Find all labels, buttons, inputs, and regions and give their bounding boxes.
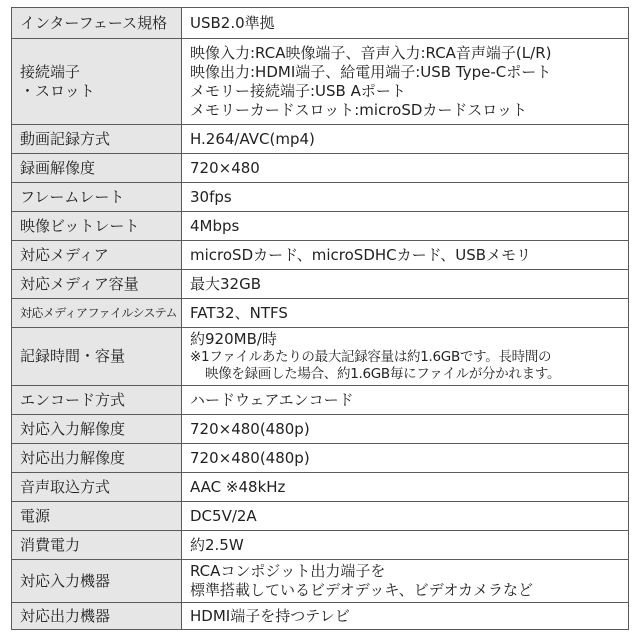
value-text: 4Mbps (190, 216, 240, 235)
value-text: 映像入力:RCA映像端子、音声入力:RCA音声端子(L/R) (190, 43, 552, 62)
value-text: 標準搭載しているビデオデッキ、ビデオカメラなど (190, 581, 534, 599)
label-text: フレームレート (20, 187, 125, 206)
row-label (12, 183, 182, 212)
row-label (12, 328, 182, 386)
table-row (12, 531, 629, 560)
table-row (12, 502, 629, 531)
row-value (182, 531, 629, 560)
table-row (12, 125, 629, 154)
label-text: 対応メディア (20, 245, 109, 264)
label-text: 対応メディア容量 (20, 274, 139, 293)
value-text: 最大32GB (190, 274, 262, 293)
value-text: AAC ※48kHz (190, 477, 286, 496)
label-text: 電源 (20, 506, 51, 525)
table-row (12, 415, 629, 444)
table-row (12, 154, 629, 183)
value-text: 映像出力:HDMI端子、給電用端子:USB Type-Cポート (190, 62, 552, 81)
row-value (182, 386, 629, 415)
table-row (12, 8, 629, 39)
row-value (182, 270, 629, 299)
row-label (12, 603, 182, 630)
row-label (12, 531, 182, 560)
label-text: 記録時間・容量 (20, 347, 126, 365)
value-text: 720×480(480p) (190, 419, 310, 438)
note-text: ※1ファイルあたりの最大記録容量は約1.6GBです。長時間の (190, 349, 552, 365)
label-text: 対応出力機器 (20, 606, 111, 625)
table-row (12, 183, 629, 212)
label-text: 音声取込方式 (20, 477, 111, 496)
row-label (12, 444, 182, 473)
label-text: インターフェース規格 (20, 13, 168, 32)
row-value (182, 39, 629, 125)
table-row (12, 386, 629, 415)
spec-table (11, 7, 629, 630)
table-row (12, 299, 629, 328)
table-row (12, 39, 629, 125)
value-text: microSDカード、microSDHCカード、USBメモリ (190, 245, 532, 264)
value-text: USB2.0準拠 (190, 13, 275, 32)
value-text: RCAコンポジット出力端子を (190, 562, 386, 580)
value-text: 30fps (190, 187, 232, 206)
row-label (12, 241, 182, 270)
row-label (12, 386, 182, 415)
table-row (12, 473, 629, 502)
row-value (182, 603, 629, 630)
row-label (12, 212, 182, 241)
row-label (12, 299, 182, 328)
label-text: 対応メディアファイルシステム (20, 305, 177, 320)
row-value (182, 560, 629, 603)
value-text: ハードウェアエンコード (190, 390, 354, 409)
value-text: メモリー接続端子:USB Aポート (190, 81, 406, 100)
value-text: 約920MB/時 (190, 330, 277, 348)
label-text: ・スロット (20, 81, 95, 100)
label-text: 対応入力解像度 (20, 419, 126, 438)
row-value (182, 502, 629, 531)
value-text: HDMI端子を持つテレビ (190, 606, 350, 625)
value-text: 720×480 (190, 158, 260, 177)
table-row (12, 444, 629, 473)
row-value (182, 183, 629, 212)
row-value (182, 328, 629, 386)
row-label (12, 8, 182, 39)
row-value (182, 415, 629, 444)
table-row (12, 560, 629, 603)
label-text: 消費電力 (20, 535, 81, 554)
row-label (12, 39, 182, 125)
label-text: エンコード方式 (20, 390, 126, 409)
row-label (12, 473, 182, 502)
label-text: 対応入力機器 (20, 571, 111, 590)
label-text: 動画記録方式 (20, 129, 111, 148)
table-row (12, 603, 629, 630)
row-label (12, 415, 182, 444)
row-value (182, 299, 629, 328)
label-text: 録画解像度 (20, 158, 96, 177)
value-text: 720×480(480p) (190, 448, 310, 467)
row-value (182, 473, 629, 502)
value-text: 約2.5W (190, 535, 244, 554)
row-value (182, 212, 629, 241)
row-value (182, 154, 629, 183)
row-label (12, 560, 182, 603)
label-text: 接続端子 (20, 62, 81, 81)
table-row (12, 212, 629, 241)
row-value (182, 125, 629, 154)
value-text: H.264/AVC(mp4) (190, 129, 315, 148)
table-row (12, 241, 629, 270)
value-text: メモリーカードスロット:microSDカードスロット (190, 100, 527, 119)
row-label (12, 154, 182, 183)
value-text: FAT32、NTFS (190, 303, 288, 322)
row-value (182, 444, 629, 473)
label-text: 対応出力解像度 (20, 448, 126, 467)
row-value (182, 8, 629, 39)
table-row (12, 328, 629, 386)
row-value (182, 241, 629, 270)
row-label (12, 270, 182, 299)
label-text: 映像ビットレート (20, 216, 140, 235)
table-row (12, 270, 629, 299)
row-label (12, 502, 182, 531)
note-text: 映像を録画した場合、約1.6GB毎にファイルが分かれます。 (205, 366, 561, 382)
row-label (12, 125, 182, 154)
value-text: DC5V/2A (190, 506, 257, 525)
